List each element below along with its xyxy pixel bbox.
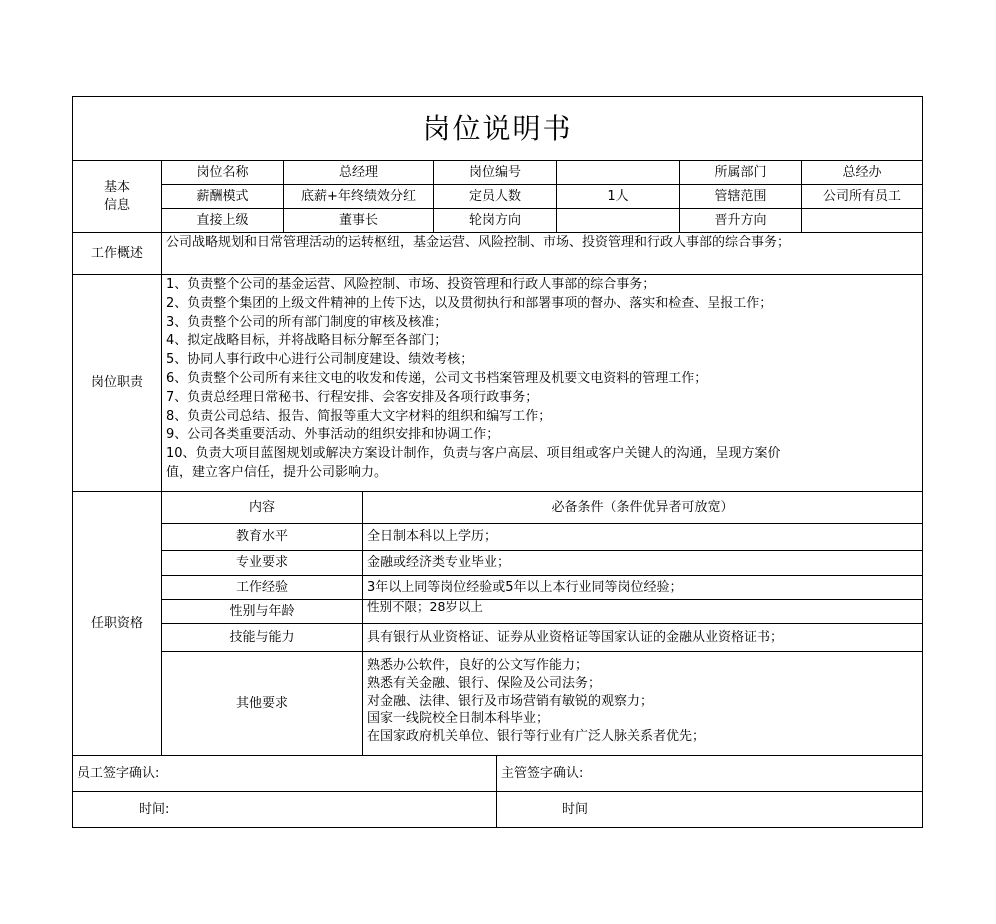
superior-label: 直接上级 bbox=[161, 208, 284, 233]
basic-info-label-line2: 信息 bbox=[103, 197, 130, 213]
qual-other-line: 在国家政府机关单位、银行等行业有广泛人脉关系者优先； bbox=[367, 729, 706, 745]
duty-item: 2、负责整个集团的上级文件精神的上传下达，以及贯彻执行和部署事项的督办、落实和检查、呈报工作； bbox=[166, 295, 773, 311]
qual-row-value: 性别不限；28岁以上 bbox=[362, 599, 923, 624]
position-code-value bbox=[556, 160, 680, 185]
promotion-value bbox=[801, 208, 923, 233]
qual-row-value: 金融或经济类专业毕业； bbox=[362, 550, 923, 576]
salary-label: 薪酬模式 bbox=[161, 184, 284, 209]
qual-row-value: 全日制本科以上学历； bbox=[362, 523, 923, 551]
duty-item: 4、拟定战略目标，并将战略目标分解至各部门； bbox=[166, 333, 448, 349]
duty-item: 8、负责公司总结、报告、简报等重大文字材料的组织和编写工作； bbox=[166, 408, 552, 424]
rotation-value bbox=[556, 208, 680, 233]
qual-row-name: 专业要求 bbox=[161, 550, 363, 576]
promotion-label: 晋升方向 bbox=[679, 208, 802, 233]
qual-other-name: 其他要求 bbox=[161, 651, 363, 756]
qual-row-value: 具有银行从业资格证、证券从业资格证等国家认证的金融从业资格证书； bbox=[362, 623, 923, 652]
position-code-label: 岗位编号 bbox=[433, 160, 557, 185]
qual-header-requirement: 必备条件（条件优异者可放宽） bbox=[362, 491, 923, 524]
duty-item: 3、负责整个公司的所有部门制度的审核及核准； bbox=[166, 314, 448, 330]
qual-row-name: 工作经验 bbox=[161, 575, 363, 600]
scope-value: 公司所有员工 bbox=[801, 184, 923, 209]
duty-item: 10、负责大项目蓝图规划或解决方案设计制作，负责与客户高层、项目组或客户关键人的沟通，呈现方案价 bbox=[166, 446, 781, 462]
basic-info-section-label bbox=[72, 160, 162, 233]
qual-other-line: 熟悉有关金融、银行、保险及公司法务； bbox=[367, 675, 602, 691]
qual-row-name: 性别与年龄 bbox=[161, 599, 363, 624]
duties-label: 岗位职责 bbox=[72, 274, 162, 492]
page-title: 岗位说明书 bbox=[72, 96, 923, 161]
employee-time-label: 时间: bbox=[72, 791, 497, 828]
supervisor-signature-label: 主管签字确认: bbox=[496, 755, 923, 792]
qual-row-name: 技能与能力 bbox=[161, 623, 363, 652]
headcount-label: 定员人数 bbox=[433, 184, 557, 209]
employee-signature-label: 员工签字确认: bbox=[72, 755, 497, 792]
scope-label: 管辖范围 bbox=[679, 184, 802, 209]
duty-item: 9、公司各类重要活动、外事活动的组织安排和协调工作； bbox=[166, 427, 500, 443]
qualifications-label: 任职资格 bbox=[72, 491, 162, 756]
salary-value: 底薪+年终绩效分红 bbox=[283, 184, 434, 209]
qual-other-list bbox=[362, 651, 923, 756]
duty-item: 6、负责整个公司所有来往文电的收发和传递，公司文书档案管理及机要文电资料的管理工作； bbox=[166, 370, 708, 386]
position-name-label: 岗位名称 bbox=[161, 160, 284, 185]
overview-text bbox=[161, 232, 923, 275]
duties-list bbox=[161, 274, 923, 492]
position-name-value: 总经理 bbox=[283, 160, 434, 185]
qual-other-line: 国家一线院校全日制本科毕业； bbox=[367, 711, 550, 727]
duty-item: 7、负责总经理日常秘书、行程安排、会客安排及各项行政事务； bbox=[166, 389, 539, 405]
qual-header-content: 内容 bbox=[161, 491, 363, 524]
overview-label: 工作概述 bbox=[72, 232, 162, 275]
basic-info-label-line1: 基本 bbox=[103, 179, 130, 195]
duty-item: 1、负责整个公司的基金运营、风险控制、市场、投资管理和行政人事部的综合事务； bbox=[166, 277, 656, 292]
qual-other-line: 对金融、法律、银行及市场营销有敏锐的观察力； bbox=[367, 693, 654, 709]
duty-item: 值，建立客户信任，提升公司影响力。 bbox=[166, 464, 388, 480]
qual-other-line: 熟悉办公软件，良好的公文写作能力； bbox=[367, 658, 589, 673]
duty-item: 5、协同人事行政中心进行公司制度建设、绩效考核； bbox=[166, 352, 474, 368]
qual-row-value: 3年以上同等岗位经验或5年以上本行业同等岗位经验； bbox=[362, 575, 923, 600]
department-value: 总经办 bbox=[801, 160, 923, 185]
qual-row-name: 教育水平 bbox=[161, 523, 363, 551]
overview-text-line: 公司战略规划和日常管理活动的运转枢纽，基金运营、风险控制、市场、投资管理和行政人事部的综合事务； bbox=[166, 235, 791, 250]
department-label: 所属部门 bbox=[679, 160, 802, 185]
headcount-value: 1人 bbox=[556, 184, 680, 209]
superior-value: 董事长 bbox=[283, 208, 434, 233]
rotation-label: 轮岗方向 bbox=[433, 208, 557, 233]
supervisor-time-label: 时间 bbox=[496, 791, 923, 828]
